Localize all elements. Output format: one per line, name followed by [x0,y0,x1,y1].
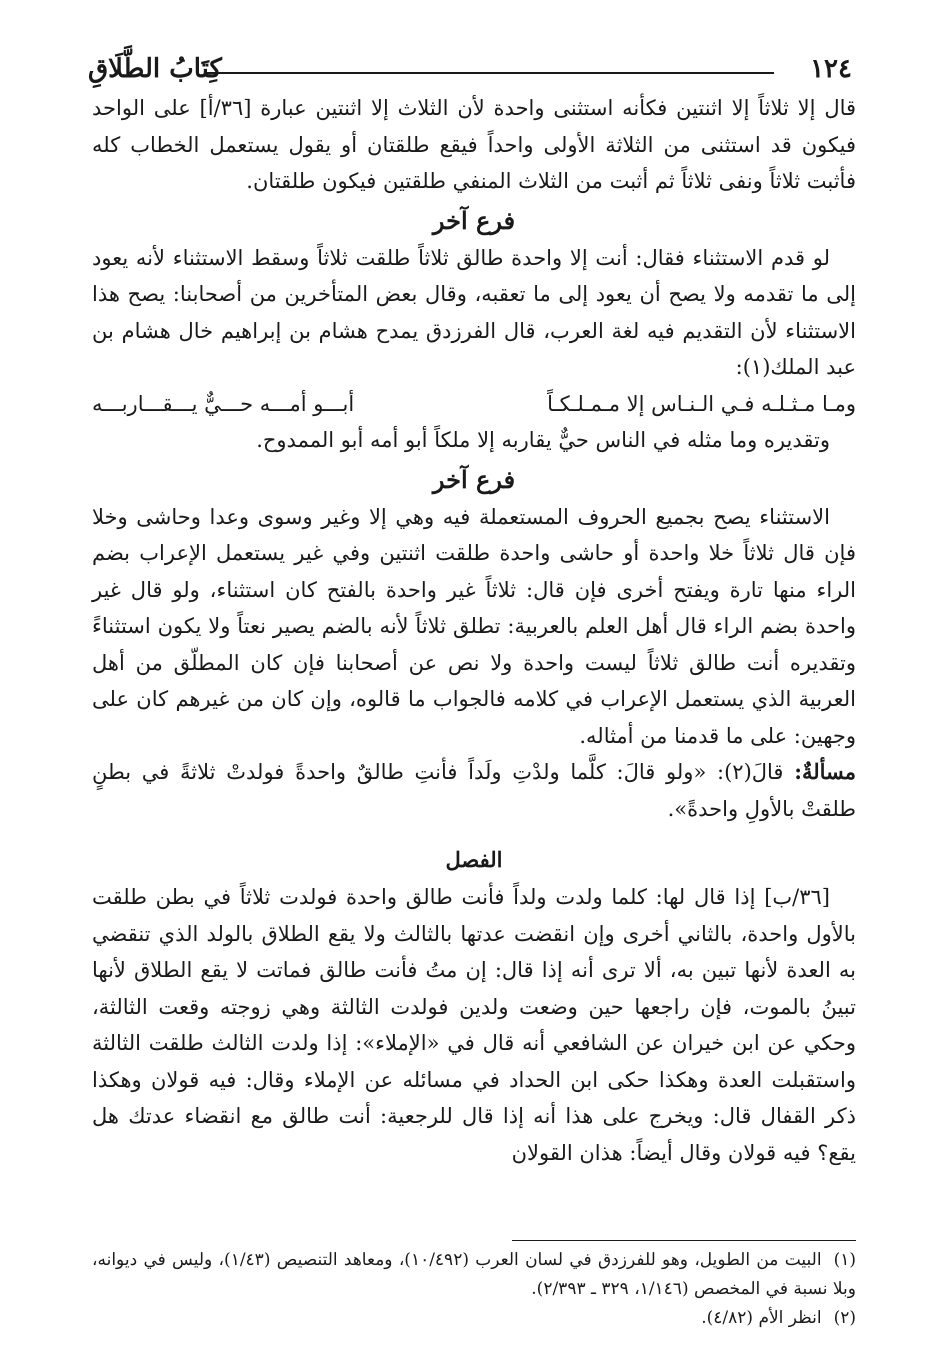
page-header [88,50,852,90]
poem-verse [92,386,856,423]
main-text [92,90,856,1171]
masala-paragraph [92,754,856,827]
footnote [92,1304,856,1333]
footnote-text: انظر الأم (٤/٨٢). [701,1308,822,1328]
header-rule [206,72,774,74]
footnotes [92,1246,856,1333]
book-title: كِتَابُ الطَّلَاقِ [88,54,222,84]
masala-label: مسألةٌ: [794,759,856,784]
page-number: ١٢٤ [810,54,852,84]
footnote-rule [512,1240,856,1241]
paragraph: وتقديره وما مثله في الناس حيٌّ يقاربه إلا ملكاً أبو أمه أبو الممدوح. [256,428,830,452]
paragraph: قال إلا ثلاثاً إلا اثنتين فكأنه استثنى واحدة لأن الثلاث إلا اثنتين عبارة [٣٦/أ] على الواحد فيكون قد استثنى من الثلاثة الأولى واحداً فيقع طلقتان أو يقول يستعمل الخطاب كله فأثبت ثلاثاً ونفى ثلاثاً ثم أثبت من الثلاث المنفي طلقتين فيكون طلقتان. [92,96,857,193]
paragraph: [٣٦/ب] إذا قال لها: كلما ولدت ولداً فأنت طالق واحدة فولدت ثلاثاً في بطن طلقت بالأول واحدة، بالثاني أخرى وإن انقضت عدتها بالثالث ولا يقع الطلاق بالولد الذي تنقضي به العدة لأنها تبين به، ألا ترى أنه إذا قال: إن متُ فأنت طالق فماتت لا يقع الطلاق لأنها تبينُ بالموت، فإن راجعها حين وضعت ولدين فولدت الثالثة وهي زوجته وقعت الثالثة، وحكي عن ابن خيران عن الشافعي أنه قال في «الإملاء»: إذا ولدت الثالث طلقت الثالثة واستقبلت العدة وهكذا حكى ابن الحداد في مسائله عن الإملاء وقال: فيه قولان وهكذا ذكر القفال قال: ويخرج على هذا أنه إذا قال للرجعية: أنت طالق مع انقضاء عدتك هل يقع؟ فيه قولان وقال أيضاً: هذان القولان [92,885,856,1165]
footnote-number: (٢) [833,1308,856,1328]
paragraph: الاستثناء يصح بجميع الحروف المستعملة فيه وهي إلا وغير وسوى وعدا وحاشى وخلا فإن قال ثلاثاً خلا واحدة أو حاشى واحدة طلقت اثنتين وفي غير يستعمل الإعراب بضم الراء منها تارة ويفتح أخرى فإن قال: ثلاثاً غير واحدة بالفتح كان استثناء، ولو قال غير واحدة بضم الراء قال أهل العلم بالعربية: تطلق ثلاثاً لأنه بالضم يصير نعتاً ولا يكون استثناءً وتقديره أنت طالق ثلاثاً ليست واحدة ولا نص عن أصحابنا فإن كان المطلّق من أهل العربية الذي يستعمل الإعراب في كلامه فالجواب ما قالوه، وإن كان من غيرهم كان على وجهين: على ما قدمنا من أمثاله. [92,504,856,748]
section-heading: فرع آخر [432,205,516,235]
footnote-number: (١) [833,1250,856,1270]
verse-first-hemistich: ومـا مـثـلـه فـي الـنـاس إلا مـمـلـكـاً [547,391,856,416]
masala-text: قالَ(٢): «ولو قالَ: كلَّما ولدْتِ ولَداً فأنتِ طالقٌ واحدةً فولدتْ ثلاثةً في بطنٍ طلقتْ بالأولِ واحدةً». [92,760,856,821]
paragraph: لو قدم الاستثناء فقال: أنت إلا واحدة طالق ثلاثاً طلقت ثلاثاً وسقط الاستثناء لأنه يعود إلى ما تقدمه ولا يصح أن يعود إلى ما تعقبه، وقال بعض المتأخرين من أصحابنا: يصح هذا الاستثناء لأن التقديم فيه لغة العرب، قال الفرزدق يمدح هشام بن إبراهيم خال هشام بن عبد الملك(١): [92,245,856,379]
footnote-text: البيت من الطويل، وهو للفرزدق في لسان العرب (١٠/٤٩٢)، ومعاهد التنصيص (١/٤٣)، وليس في ديوانه، وبلا نسبة في المخصص (١/١٤٦، ٣٢٩ ـ ٢/٣٩٣). [92,1250,856,1299]
footnote [92,1246,856,1304]
section-heading: الفصل [445,847,503,872]
section-heading: فرع آخر [432,464,516,494]
verse-second-hemistich: أبـــو أمـــه حـــيٌّ يـــقـــاربـــه [92,391,355,416]
